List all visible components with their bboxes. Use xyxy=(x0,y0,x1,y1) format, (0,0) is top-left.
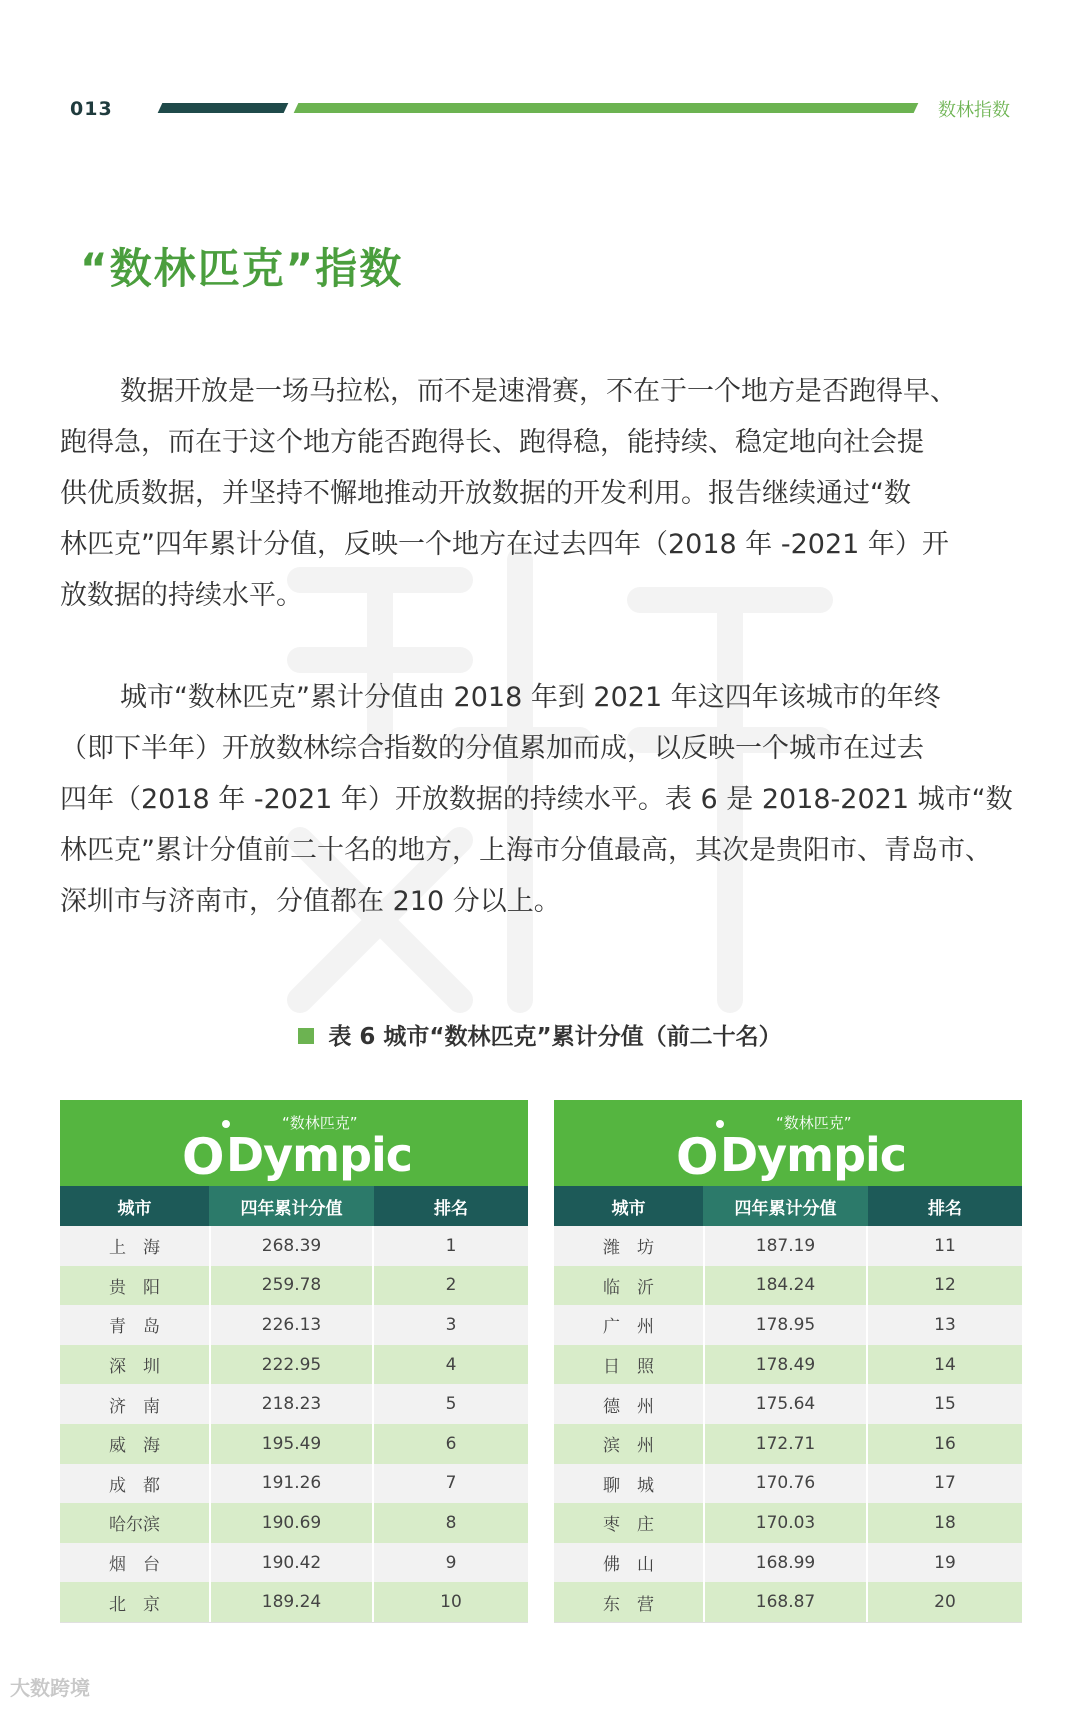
cell-score: 190.69 xyxy=(209,1503,374,1543)
logo-spark-icon xyxy=(222,1120,230,1128)
logo-subtitle: “数林匹克” xyxy=(282,1114,358,1132)
table-caption xyxy=(0,1018,1080,1051)
table-row xyxy=(60,1503,528,1543)
header-city: 城市 xyxy=(611,1198,646,1219)
ranking-table-right xyxy=(554,1100,1022,1623)
cell-rank: 19 xyxy=(868,1543,1022,1583)
cell-city: 济 南 xyxy=(60,1384,209,1424)
table-row xyxy=(60,1266,528,1306)
table-row xyxy=(60,1582,528,1622)
cell-score: 222.95 xyxy=(209,1345,374,1385)
header-city: 城市 xyxy=(117,1198,152,1219)
table-row xyxy=(554,1503,1022,1543)
cell-score: 184.24 xyxy=(703,1266,868,1306)
header-bar-dark xyxy=(158,103,289,113)
paragraph-line: 跑得急，而在于这个地方能否跑得长、跑得稳，能持续、稳定地向社会提 xyxy=(60,427,924,458)
cell-score: 195.49 xyxy=(209,1424,374,1464)
olympic-logo xyxy=(676,1106,907,1186)
paragraph-line: 城市“数林匹克”累计分值由 2018 年到 2021 年这四年该城市的年终 xyxy=(120,682,941,713)
cell-score: 170.03 xyxy=(703,1503,868,1543)
section-label: 数林指数 xyxy=(938,100,1010,121)
cell-rank: 7 xyxy=(374,1464,528,1504)
paragraph-line: 数据开放是一场马拉松，而不是速滑赛，不在于一个地方是否跑得早、 xyxy=(120,376,957,407)
paragraph-line: 供优质数据，并坚持不懈地推动开放数据的开发利用。报告继续通过“数 xyxy=(60,478,911,509)
cell-score: 226.13 xyxy=(209,1305,374,1345)
cell-city: 哈尔滨 xyxy=(60,1503,209,1543)
paragraph-line: 林匹克”累计分值前二十名的地方，上海市分值最高，其次是贵阳市、青岛市、 xyxy=(60,835,992,866)
header-score: 四年累计分值 xyxy=(209,1186,374,1226)
cell-city: 临 沂 xyxy=(554,1266,703,1306)
cell-rank: 18 xyxy=(868,1503,1022,1543)
table-row xyxy=(60,1226,528,1266)
cell-rank: 11 xyxy=(868,1226,1022,1266)
cell-city: 贵 阳 xyxy=(60,1266,209,1306)
table-row xyxy=(554,1582,1022,1622)
cell-rank: 16 xyxy=(868,1424,1022,1464)
paragraph-line: 深圳市与济南市，分值都在 210 分以上。 xyxy=(60,886,561,917)
header-score: 四年累计分值 xyxy=(703,1186,868,1226)
footer-watermark: 大数跨境 xyxy=(10,1676,90,1700)
table-caption-text: 表 6 城市“数林匹克”累计分值（前二十名） xyxy=(328,1024,782,1050)
cell-city: 威 海 xyxy=(60,1424,209,1464)
olympic-banner xyxy=(554,1100,1022,1186)
cell-city: 东 营 xyxy=(554,1582,703,1622)
cell-city: 广 州 xyxy=(554,1305,703,1345)
cell-score: 191.26 xyxy=(209,1464,374,1504)
table-row xyxy=(60,1464,528,1504)
cell-rank: 13 xyxy=(868,1305,1022,1345)
logo-wordmark: Dympic xyxy=(720,1128,907,1182)
cell-rank: 12 xyxy=(868,1266,1022,1306)
table-row xyxy=(554,1384,1022,1424)
cell-score: 172.71 xyxy=(703,1424,868,1464)
cell-city: 上 海 xyxy=(60,1226,209,1266)
logo-o-mark: O xyxy=(182,1128,225,1186)
cell-city: 聊 城 xyxy=(554,1464,703,1504)
logo-spark-icon xyxy=(716,1120,724,1128)
paragraph-line: 四年（2018 年 -2021 年）开放数据的持续水平。表 6 是 2018-2021 城市“数 xyxy=(60,784,1013,815)
paragraph-line: 林匹克”四年累计分值，反映一个地方在过去四年（2018 年 -2021 年）开 xyxy=(60,529,949,560)
cell-rank: 6 xyxy=(374,1424,528,1464)
cell-city: 北 京 xyxy=(60,1582,209,1622)
table-header xyxy=(554,1186,1022,1226)
table-row xyxy=(554,1226,1022,1266)
cell-score: 168.87 xyxy=(703,1582,868,1622)
header-bar-green xyxy=(294,103,919,113)
table-body xyxy=(60,1226,528,1623)
header-rank: 排名 xyxy=(434,1198,468,1219)
page-number: 013 xyxy=(70,98,113,120)
cell-city: 枣 庄 xyxy=(554,1503,703,1543)
cell-city: 青 岛 xyxy=(60,1305,209,1345)
olympic-logo xyxy=(182,1106,413,1186)
table-row xyxy=(554,1464,1022,1504)
cell-city: 烟 台 xyxy=(60,1543,209,1583)
table-row xyxy=(60,1424,528,1464)
intro-paragraph xyxy=(60,366,1020,621)
cell-rank: 5 xyxy=(374,1384,528,1424)
cell-rank: 15 xyxy=(868,1384,1022,1424)
olympic-banner xyxy=(60,1100,528,1186)
table-row xyxy=(60,1345,528,1385)
table-row xyxy=(554,1266,1022,1306)
cell-rank: 1 xyxy=(374,1226,528,1266)
cell-rank: 9 xyxy=(374,1543,528,1583)
caption-square-icon xyxy=(298,1028,314,1044)
logo-wordmark: Dympic xyxy=(226,1128,413,1182)
cell-rank: 17 xyxy=(868,1464,1022,1504)
cell-score: 178.49 xyxy=(703,1345,868,1385)
cell-rank: 10 xyxy=(374,1582,528,1622)
cell-score: 187.19 xyxy=(703,1226,868,1266)
table-row xyxy=(554,1424,1022,1464)
cell-score: 168.99 xyxy=(703,1543,868,1583)
table-header xyxy=(60,1186,528,1226)
cell-score: 178.95 xyxy=(703,1305,868,1345)
cell-city: 潍 坊 xyxy=(554,1226,703,1266)
cell-score: 268.39 xyxy=(209,1226,374,1266)
method-paragraph xyxy=(60,672,1020,927)
cell-score: 175.64 xyxy=(703,1384,868,1424)
cell-city: 成 都 xyxy=(60,1464,209,1504)
table-row xyxy=(60,1384,528,1424)
table-body xyxy=(554,1226,1022,1623)
cell-city: 佛 山 xyxy=(554,1543,703,1583)
logo-subtitle: “数林匹克” xyxy=(776,1114,852,1132)
header-rank: 排名 xyxy=(928,1198,962,1219)
cell-score: 189.24 xyxy=(209,1582,374,1622)
cell-rank: 20 xyxy=(868,1582,1022,1622)
cell-rank: 2 xyxy=(374,1266,528,1306)
paragraph-line: （即下半年）开放数林综合指数的分值累加而成，以反映一个城市在过去 xyxy=(60,733,924,764)
paragraph-line: 放数据的持续水平。 xyxy=(60,580,303,611)
table-row xyxy=(554,1345,1022,1385)
cell-rank: 8 xyxy=(374,1503,528,1543)
cell-city: 滨 州 xyxy=(554,1424,703,1464)
cell-rank: 4 xyxy=(374,1345,528,1385)
cell-city: 日 照 xyxy=(554,1345,703,1385)
cell-score: 218.23 xyxy=(209,1384,374,1424)
table-row xyxy=(554,1543,1022,1583)
cell-score: 259.78 xyxy=(209,1266,374,1306)
ranking-table-left xyxy=(60,1100,528,1623)
table-row xyxy=(60,1543,528,1583)
cell-city: 德 州 xyxy=(554,1384,703,1424)
table-row xyxy=(60,1305,528,1345)
cell-rank: 3 xyxy=(374,1305,528,1345)
cell-rank: 14 xyxy=(868,1345,1022,1385)
table-row xyxy=(554,1305,1022,1345)
cell-city: 深 圳 xyxy=(60,1345,209,1385)
cell-score: 190.42 xyxy=(209,1543,374,1583)
page-title: “数林匹克”指数 xyxy=(80,244,404,293)
cell-score: 170.76 xyxy=(703,1464,868,1504)
logo-o-mark: O xyxy=(676,1128,719,1186)
